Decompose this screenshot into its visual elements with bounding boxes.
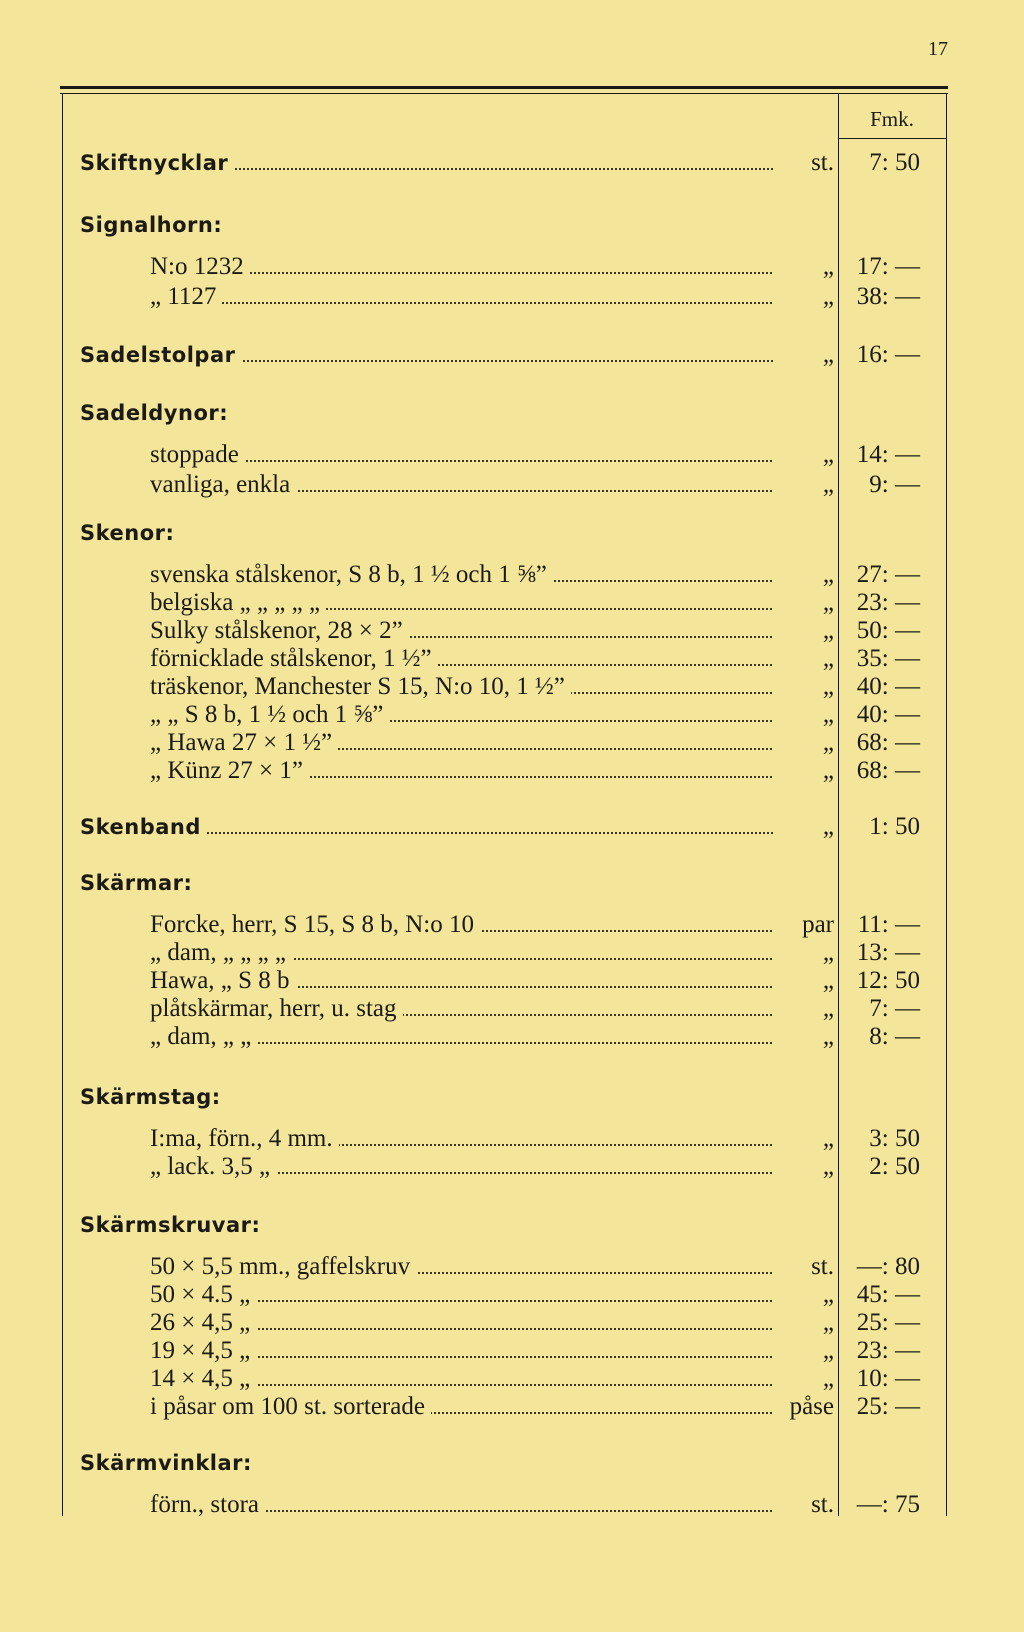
list-item xyxy=(80,994,946,1024)
section-row xyxy=(80,148,946,178)
list-item xyxy=(80,1364,946,1394)
item-text: 14 × 4,5 „ xyxy=(150,1365,256,1392)
item-description xyxy=(150,470,776,500)
item-price: 8: — xyxy=(869,1023,920,1050)
item-unit: „ xyxy=(774,938,834,968)
item-unit: „ xyxy=(774,1336,834,1366)
item-price: 7: — xyxy=(869,995,920,1022)
item-unit: „ xyxy=(774,728,834,758)
item-text: förn., stora xyxy=(150,1491,265,1518)
item-text: N:o 1232 xyxy=(150,253,250,280)
item-price: 50: — xyxy=(856,617,920,644)
item-description xyxy=(80,812,776,842)
item-text: „ Hawa 27 × 1 ½” xyxy=(150,729,338,756)
item-price: 13: — xyxy=(856,939,920,966)
header-underline xyxy=(838,138,946,139)
item-unit: påse xyxy=(774,1392,834,1422)
item-text: Hawa, „ S 8 b xyxy=(150,967,296,994)
item-price: 9: — xyxy=(869,471,920,498)
item-unit: „ xyxy=(774,756,834,786)
item-price: 17: — xyxy=(856,253,920,280)
item-description xyxy=(150,728,776,758)
section-heading: Skenor: xyxy=(80,521,175,545)
section-heading: Sadelstolpar xyxy=(80,343,242,367)
item-description xyxy=(150,1124,776,1154)
item-unit: „ xyxy=(774,1152,834,1182)
item-price: 16: — xyxy=(856,341,920,368)
item-unit: „ xyxy=(774,560,834,590)
item-unit: „ xyxy=(774,470,834,500)
section-heading: Signalhorn: xyxy=(80,213,223,237)
item-unit: st. xyxy=(774,1252,834,1282)
list-item xyxy=(80,1252,946,1282)
list-item xyxy=(80,470,946,500)
list-item xyxy=(80,966,946,996)
item-unit: „ xyxy=(774,340,834,370)
list-item xyxy=(80,1152,946,1182)
item-description xyxy=(150,1308,776,1338)
item-price: 25: — xyxy=(856,1309,920,1336)
item-description xyxy=(150,672,776,702)
item-unit: „ xyxy=(774,282,834,312)
item-text: förnicklade stålskenor, 1 ½” xyxy=(150,645,438,672)
section-heading: Skärmar: xyxy=(80,871,193,895)
item-price: 68: — xyxy=(856,757,920,784)
item-description xyxy=(150,1152,776,1182)
list-item xyxy=(80,910,946,940)
item-description xyxy=(150,1022,776,1052)
list-item xyxy=(80,728,946,758)
item-unit: „ xyxy=(774,700,834,730)
item-text: 50 × 5,5 mm., gaffelskruv xyxy=(150,1253,416,1280)
item-price: —: 80 xyxy=(856,1253,920,1280)
item-text: plåtskärmar, herr, u. stag xyxy=(150,995,403,1022)
list-item xyxy=(80,252,946,282)
list-item xyxy=(80,560,946,590)
item-description xyxy=(80,340,776,370)
item-price: 40: — xyxy=(856,673,920,700)
item-description xyxy=(150,1392,776,1422)
list-item xyxy=(80,1124,946,1154)
item-text: 50 × 4.5 „ xyxy=(150,1281,256,1308)
section-heading: Skärmskruvar: xyxy=(80,1213,261,1237)
item-unit: „ xyxy=(774,588,834,618)
list-item xyxy=(80,700,946,730)
item-text: vanliga, enkla xyxy=(150,471,296,498)
right-column-line xyxy=(946,93,947,1516)
item-description xyxy=(150,994,776,1024)
item-description xyxy=(150,588,776,618)
left-column-line xyxy=(62,93,63,1516)
list-item xyxy=(80,1022,946,1052)
item-unit: st. xyxy=(774,1490,834,1520)
item-unit: st. xyxy=(774,148,834,178)
item-price: —: 75 xyxy=(856,1491,920,1518)
top-rule-thin xyxy=(60,93,948,94)
section-heading: Skenband xyxy=(80,815,207,839)
item-price: 14: — xyxy=(856,441,920,468)
list-item xyxy=(80,282,946,312)
item-description xyxy=(150,910,776,940)
list-item xyxy=(80,1308,946,1338)
item-text: „ lack. 3,5 „ xyxy=(150,1153,276,1180)
item-description xyxy=(150,282,776,312)
list-item xyxy=(80,588,946,618)
section-row xyxy=(80,812,946,842)
item-description xyxy=(80,148,776,178)
item-unit: „ xyxy=(774,812,834,842)
item-text: „ 1127 xyxy=(150,283,222,310)
section-row xyxy=(80,340,946,370)
item-price: 35: — xyxy=(856,645,920,672)
item-text: Forcke, herr, S 15, S 8 b, N:o 10 xyxy=(150,911,480,938)
item-price: 27: — xyxy=(856,561,920,588)
item-text: i påsar om 100 st. sorterade xyxy=(150,1393,431,1420)
list-item xyxy=(80,1392,946,1422)
item-description xyxy=(150,440,776,470)
item-text: Sulky stålskenor, 28 × 2” xyxy=(150,617,409,644)
item-text: träskenor, Manchester S 15, N:o 10, 1 ½” xyxy=(150,673,571,700)
item-description xyxy=(150,966,776,996)
item-description xyxy=(150,756,776,786)
item-description xyxy=(150,616,776,646)
item-unit: „ xyxy=(774,644,834,674)
item-description xyxy=(150,1280,776,1310)
item-unit: „ xyxy=(774,1124,834,1154)
item-price: 7: 50 xyxy=(869,149,920,176)
section-heading: Skärmvinklar: xyxy=(80,1451,252,1475)
page-number: 17 xyxy=(928,38,948,60)
item-price: 25: — xyxy=(856,1393,920,1420)
item-description xyxy=(150,938,776,968)
item-unit: „ xyxy=(774,616,834,646)
item-price: 40: — xyxy=(856,701,920,728)
currency-column-header: Fmk. xyxy=(870,107,914,131)
section-heading: Sadeldynor: xyxy=(80,401,229,425)
item-price: 68: — xyxy=(856,729,920,756)
item-description xyxy=(150,560,776,590)
item-price: 2: 50 xyxy=(869,1153,920,1180)
item-price: 23: — xyxy=(856,1337,920,1364)
item-unit: „ xyxy=(774,672,834,702)
item-price: 3: 50 xyxy=(869,1125,920,1152)
section-heading: Skärmstag: xyxy=(80,1085,221,1109)
item-unit: „ xyxy=(774,966,834,996)
item-text: „ dam, „ „ xyxy=(150,1023,257,1050)
item-description xyxy=(150,700,776,730)
item-unit: „ xyxy=(774,252,834,282)
item-price: 1: 50 xyxy=(869,813,920,840)
item-text: 19 × 4,5 „ xyxy=(150,1337,256,1364)
list-item xyxy=(80,1490,946,1520)
item-text: stoppade xyxy=(150,441,245,468)
item-description xyxy=(150,1490,776,1520)
list-item xyxy=(80,672,946,702)
item-unit: „ xyxy=(774,440,834,470)
item-unit: „ xyxy=(774,1280,834,1310)
item-text: belgiska „ „ „ „ „ xyxy=(150,589,326,616)
item-description xyxy=(150,1364,776,1394)
item-text: svenska stålskenor, S 8 b, 1 ½ och 1 ⅝” xyxy=(150,561,553,588)
item-unit: „ xyxy=(774,1022,834,1052)
section-heading: Skiftnycklar xyxy=(80,151,234,175)
item-price: 45: — xyxy=(856,1281,920,1308)
item-price: 23: — xyxy=(856,589,920,616)
list-item xyxy=(80,616,946,646)
item-text: I:ma, förn., 4 mm. xyxy=(150,1125,339,1152)
item-text: „ Künz 27 × 1” xyxy=(150,757,309,784)
item-description xyxy=(150,1252,776,1282)
item-unit: „ xyxy=(774,1308,834,1338)
item-description xyxy=(150,1336,776,1366)
item-unit: „ xyxy=(774,994,834,1024)
item-text: „ dam, „ „ „ „ xyxy=(150,939,292,966)
list-item xyxy=(80,1336,946,1366)
list-item xyxy=(80,644,946,674)
item-price: 12: 50 xyxy=(856,967,920,994)
list-item xyxy=(80,1280,946,1310)
item-text: „ „ S 8 b, 1 ½ och 1 ⅝” xyxy=(150,701,389,728)
list-item xyxy=(80,756,946,786)
item-text: 26 × 4,5 „ xyxy=(150,1309,256,1336)
list-item xyxy=(80,938,946,968)
item-unit: „ xyxy=(774,1364,834,1394)
item-price: 38: — xyxy=(856,283,920,310)
top-rule xyxy=(60,86,948,89)
list-item xyxy=(80,440,946,470)
item-price: 11: — xyxy=(857,911,920,938)
item-price: 10: — xyxy=(856,1365,920,1392)
item-description xyxy=(150,252,776,282)
item-description xyxy=(150,644,776,674)
item-unit: par xyxy=(774,910,834,940)
